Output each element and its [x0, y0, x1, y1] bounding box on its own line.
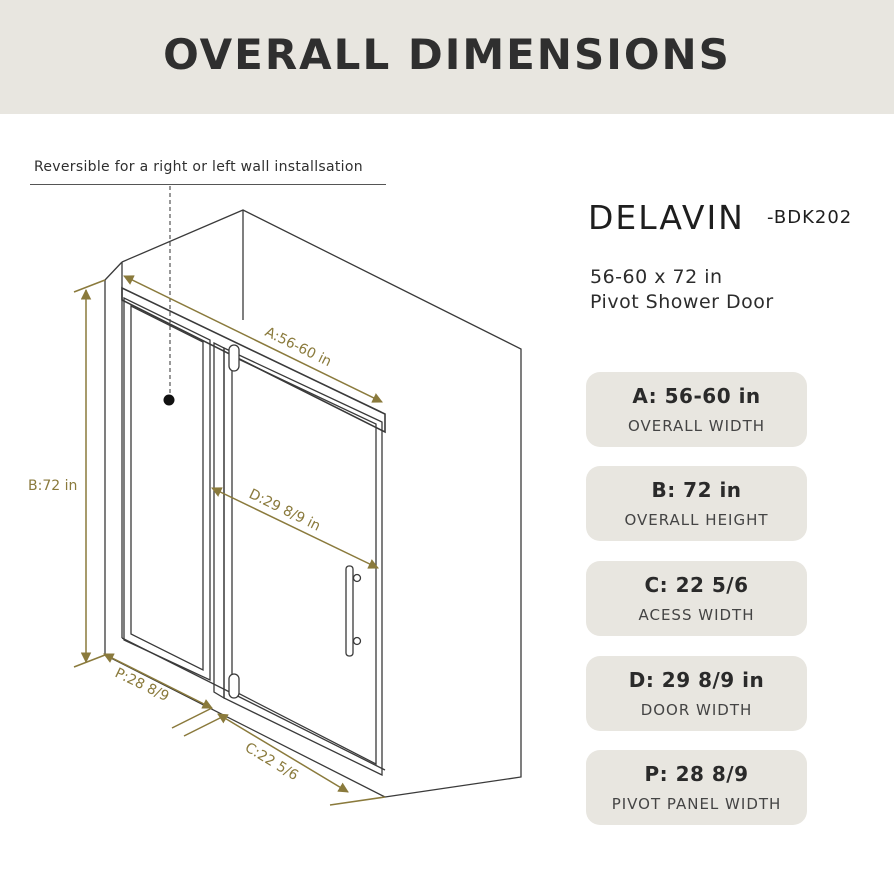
reversible-note: Reversible for a right or left wall installsation [34, 159, 363, 175]
spec-card-a [586, 372, 807, 447]
dim-a-label: A:56-60 in [262, 324, 334, 371]
spec-label: PIVOT PANEL WIDTH [611, 795, 782, 813]
dim-d-label: D:29 8/9 in [246, 486, 323, 535]
dim-c-line [218, 714, 348, 792]
fixed-panel [124, 298, 210, 680]
spec-card-p [586, 750, 807, 825]
dim-a-line [124, 276, 382, 402]
pivot-point-dot [164, 395, 175, 406]
spec-value: P: 28 8/9 [644, 762, 749, 786]
spec-value: A: 56-60 in [632, 384, 761, 408]
door-panel [214, 343, 382, 775]
dim-b-label: B:72 in [28, 478, 78, 494]
spec-label: OVERALL WIDTH [627, 417, 766, 435]
spec-card-c [586, 561, 807, 636]
spec-card-b [586, 466, 807, 541]
header-rail [122, 288, 385, 432]
dim-c-label: C:22 5/6 [241, 739, 302, 784]
spec-value: D: 29 8/9 in [628, 668, 765, 692]
enclosure-outline [105, 210, 521, 797]
spec-label: OVERALL HEIGHT [624, 511, 769, 529]
spec-label: DOOR WIDTH [640, 701, 753, 719]
spec-value: B: 72 in [651, 478, 742, 502]
spec-card-d [586, 656, 807, 731]
brand-name: DELAVIN [588, 198, 745, 237]
dim-d-line [212, 488, 378, 568]
model-number: -BDK202 [767, 207, 853, 228]
dim-p-label: P:28 8/9 [112, 665, 172, 706]
product-size: 56-60 x 72 in [590, 266, 723, 288]
spec-label: ACESS WIDTH [638, 606, 755, 624]
page-title: OVERALL DIMENSIONS [163, 30, 731, 79]
spec-value: C: 22 5/6 [644, 573, 749, 597]
door-handle [346, 566, 361, 656]
hinge-marks [229, 345, 239, 698]
product-type: Pivot Shower Door [590, 291, 774, 313]
